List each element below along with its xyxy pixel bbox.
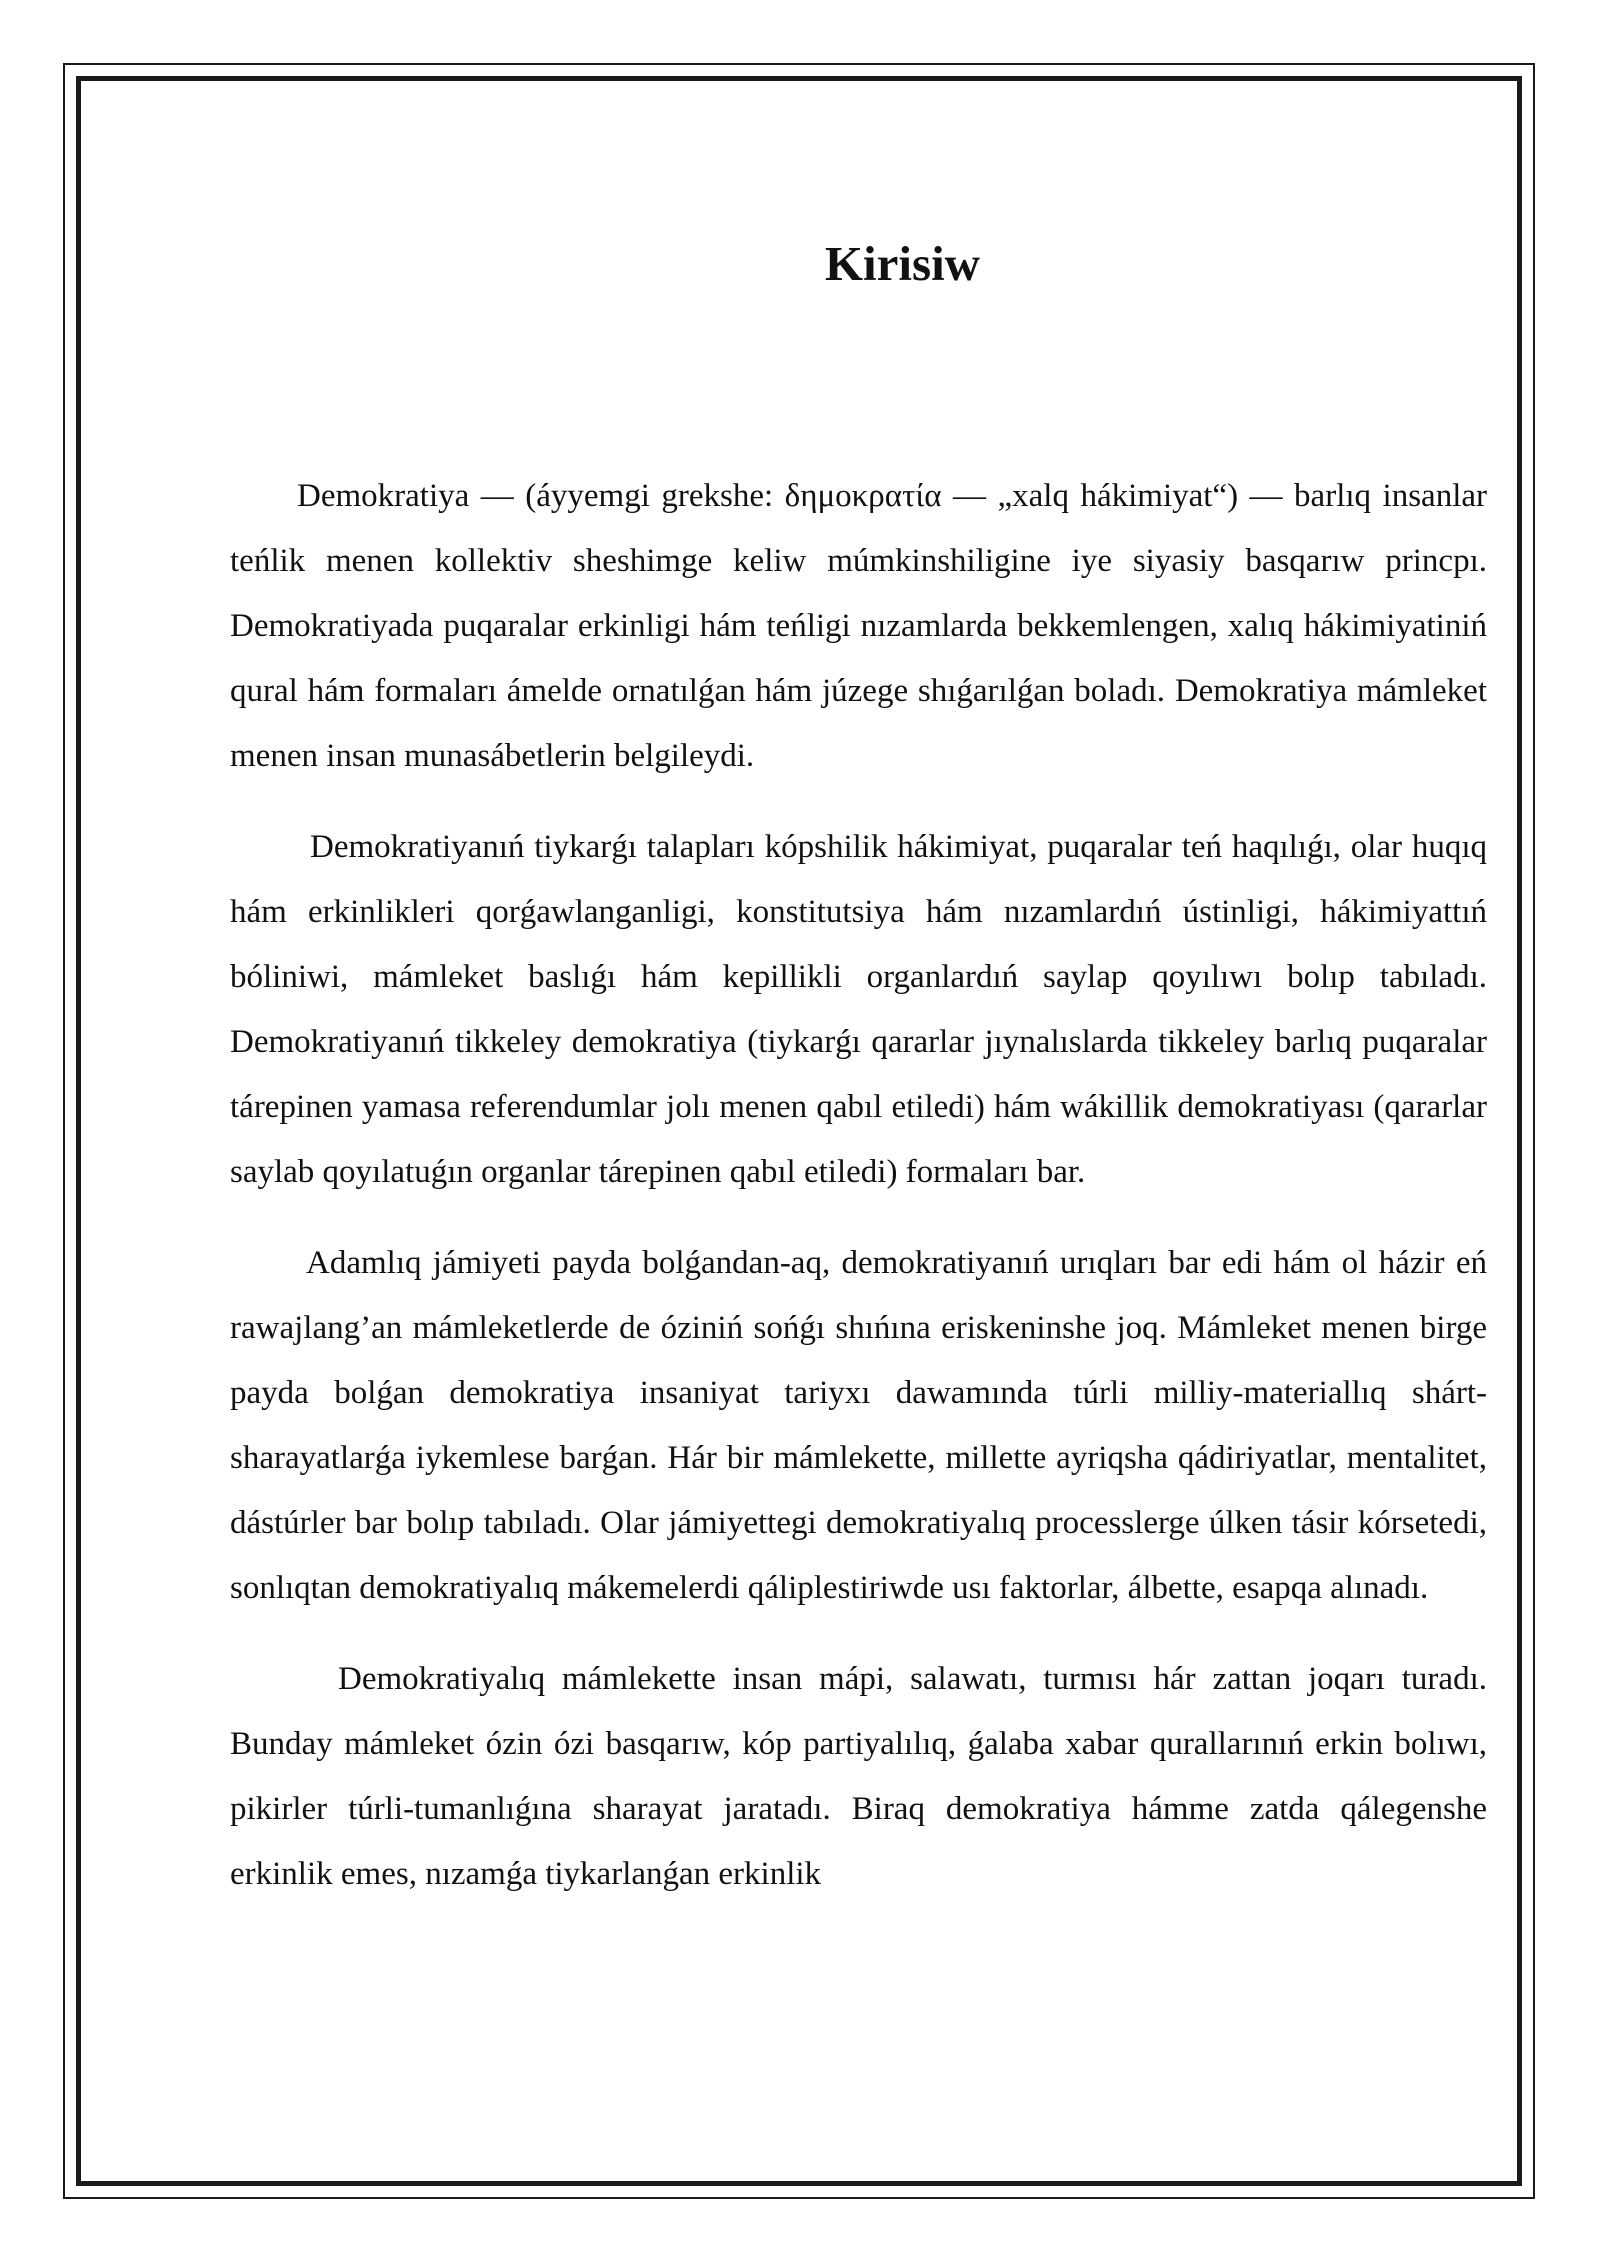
paragraph-3: Adamlıq jámiyeti payda bolǵandan-aq, demokratiyanıń urıqları bar edi hám ol házir eń rawajlang’an mámleketlerde de óziniń sońǵı shıńına eriskeninshe joq. Mámleket menen birge payda bolǵan demokratiya insaniyat tariyxı dawamında túrli milliy-materiallıq shárt-sharayatlarǵa iykemlese barǵan. Hár bir mámlekette, millette ayriqsha qádiriyatlar, mentalitet, dástúrler bar bolıp tabıladı. Olar jámiyettegi demokratiyalıq processlerge úlken tásir kórsetedi, sonlıqtan demokratiyalıq mákemelerdi qáliplestiriwde usı faktorlar, álbette, esapqa alınadı. — [230, 1244, 1487, 1606]
paragraph-2: Demokratiyanıń tiykarǵı talapları kópshilik hákimiyat, puqaralar teń haqılıǵı, olar huqıq hám erkinlikleri qorǵawlanganligi, konstitutsiya hám nızamlardıń ústinligi, hákimiyattıń bóliniwi, mámleket baslıǵı hám kepillikli organlardıń saylap qoyılıwı bolıp tabıladı. Demokratiyanıń tikkeley demokratiya (tiykarǵı qararlar jıynalıslarda tikkeley barlıq puqaralar tárepinen yamasa referendumlar jolı menen qabıl etiledi) hám wákillik demokratiyası (qararlar saylab qoyılatuǵın organlar tárepinen qabıl etiledi) formaları bar. — [230, 828, 1487, 1190]
paragraph-1: Demokratiya — (áyyemgi grekshe: δημοκρατία — „xalq hákimiyat“) — barlıq insanlar teńlik menen kollektiv sheshimge keliw múmkinshiligine iye siyasiy basqarıw princpı. Demokratiyada puqaralar erkinligi hám teńligi nızamlarda bekkemlengen, xalıq hákimiyatiniń qural hám formaları ámelde ornatılǵan hám júzege shıǵarılǵan boladı. Demokratiya mámleket menen insan munasábetlerin belgileydi. — [230, 477, 1487, 774]
document-title: Kirisiw — [824, 236, 981, 291]
paragraph-4: Demokratiyalıq mámlekette insan mápi, salawatı, turmısı hár zattan joqarı turadı. Bunday mámleket ózin ózi basqarıw, kóp partiyalılıq, ǵalaba xabar qurallarınıń erkin bolıwı, pikirler túrli-tumanlıǵına sharayat jaratadı. Biraq demokratiya hámme zatda qálegenshe erkinlik emes, nızamǵa tiykarlanǵan erkinlik — [230, 1660, 1487, 1892]
document-body — [230, 235, 1487, 1933]
